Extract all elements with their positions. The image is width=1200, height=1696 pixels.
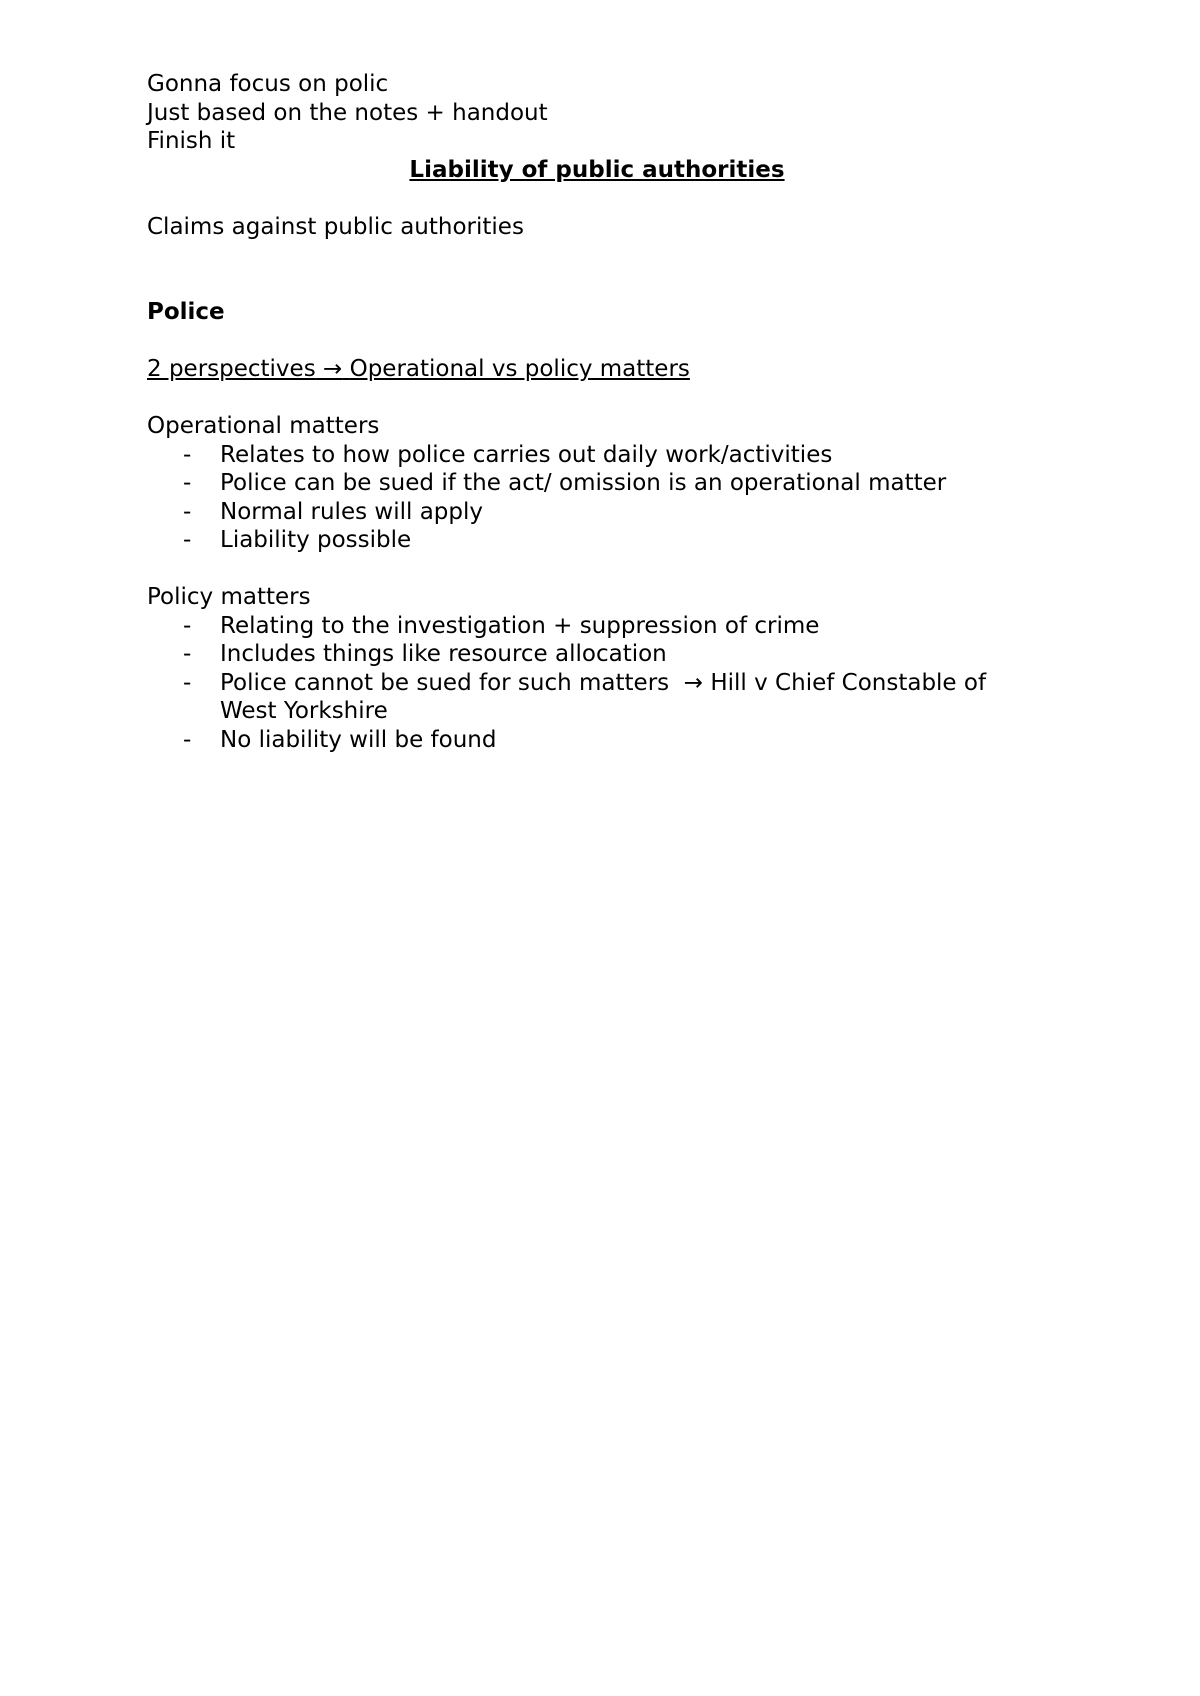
list-item: - No liability will be found [183,726,497,753]
list-item: - Normal rules will apply [183,498,483,525]
list-item: - Relates to how police carries out daily work/activities [183,441,833,468]
arrow-icon: → [323,356,343,382]
dash-icon: - [183,527,192,553]
list-item: - Relating to the investigation + suppression of crime [183,612,820,639]
intro-line-3: Finish it [147,128,236,154]
claims-heading: Claims against public authorities [147,213,524,240]
list-item: - Police cannot be sued for such matters → Hill v Chief Constable of West Yorkshire [183,669,987,724]
perspectives-rest: Operational vs policy matters [349,356,690,382]
intro-line-2: Just based on the notes + handout [147,99,548,126]
dash-icon: - [183,641,192,667]
dash-icon: - [183,669,192,696]
dash-icon: - [183,612,192,639]
dash-icon: - [183,498,192,525]
case-reference: Hill v Chief Constable of West Yorkshire [220,669,987,724]
perspectives-lead: 2 perspectives [147,356,316,382]
list-item: - Liability possible [183,527,412,553]
dash-icon: - [183,726,192,753]
dash-icon: - [183,470,192,496]
arrow-icon: → [683,669,704,696]
operational-list [147,441,1047,555]
police-heading: Police [147,299,225,325]
policy-list [147,612,1047,755]
intro-line-1: Gonna focus on polic [147,71,389,97]
policy-heading: Policy matters [147,584,311,610]
list-item: - Includes things like resource allocation [183,641,667,667]
dash-icon: - [183,441,192,468]
perspectives-line [147,355,1047,384]
list-item: - Police can be sued if the act/ omission is an operational matter [183,470,947,496]
operational-heading: Operational matters [147,413,380,439]
document-page [147,70,1047,754]
document-title: Liability of public authorities [409,156,785,183]
